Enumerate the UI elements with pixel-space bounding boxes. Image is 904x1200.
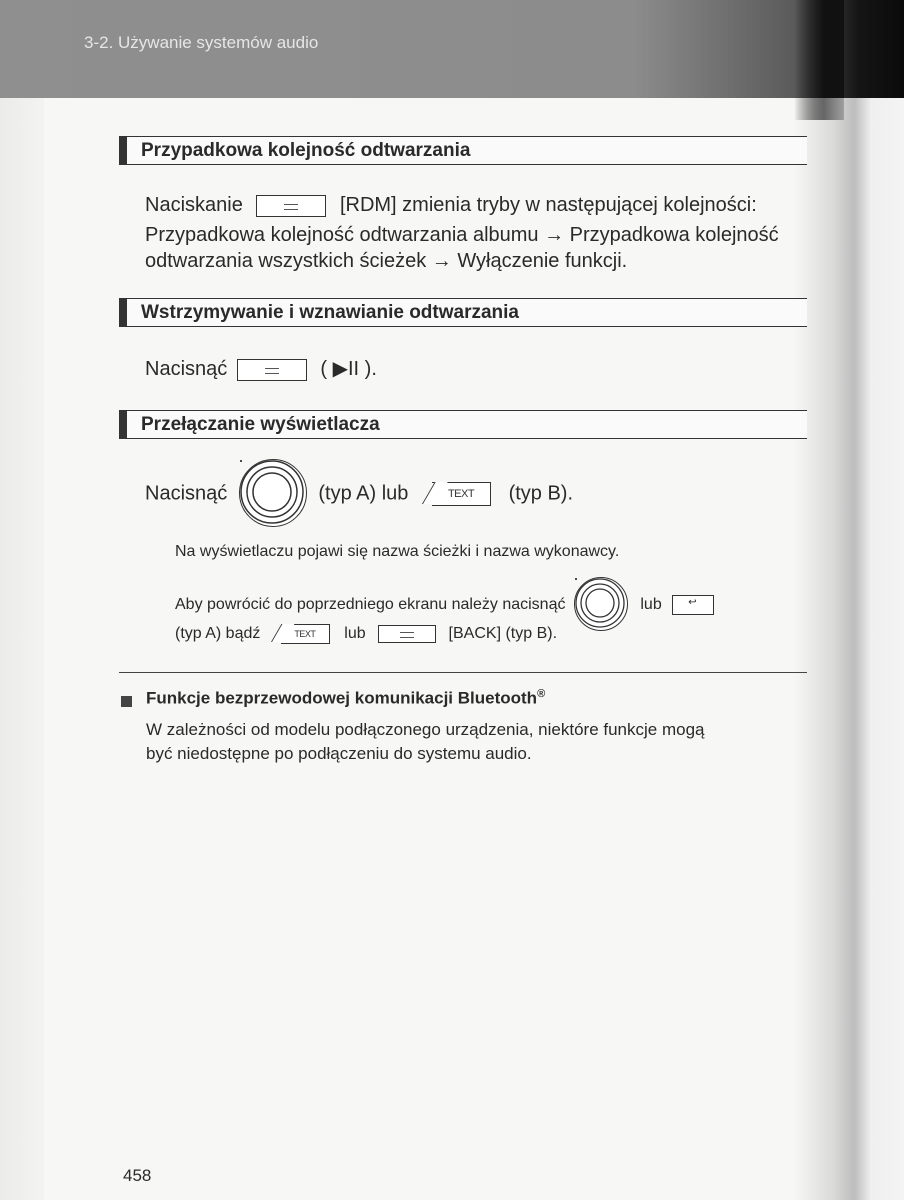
random-order-line-1: Przypadkowa kolejność odtwarzania albumu → Przypadkowa kolejność — [145, 224, 779, 246]
section-heading-pause — [119, 298, 807, 327]
text-prefix: Aby powrócić do poprzedniego ekranu należy nacisnąć — [175, 596, 566, 614]
tune-knob-icon — [239, 459, 307, 527]
random-instruction-line — [145, 194, 757, 217]
back-button-icon: ↩ — [672, 595, 714, 615]
heading-bar — [119, 299, 127, 326]
play-pause-button-icon — [237, 359, 307, 381]
registered-mark: ® — [537, 688, 546, 700]
note-body-line-1: W zależności od modelu podłączonego urządzenia, niektóre funkcje mogą — [146, 720, 705, 739]
heading-bar — [119, 411, 127, 438]
note-title — [146, 688, 545, 709]
random-order-line-2: odtwarzania wszystkich ścieżek → Wyłączenie funkcji. — [145, 250, 628, 272]
text-button-small-icon — [281, 624, 330, 644]
text-prefix: (typ A) bądź — [175, 625, 261, 643]
text-prefix: Naciskanie — [145, 194, 243, 216]
section-title: Przełączanie wyświetlacza — [141, 414, 380, 435]
left-margin — [0, 98, 44, 1200]
page-number: 458 — [123, 1166, 152, 1185]
page-gutter-shadow — [794, 98, 904, 1200]
text-prefix: Nacisnąć — [145, 358, 228, 380]
section-heading-display — [119, 410, 807, 439]
section-title: Wstrzymywanie i wznawianie odtwarzania — [141, 302, 519, 323]
text-suffix: (typ B). — [508, 482, 574, 505]
text-suffix: [RDM] zmienia tryby w następującej kolejności: — [339, 194, 757, 216]
text-suffix: ( ▶II ). — [320, 358, 377, 380]
text-mid: lub — [640, 596, 662, 614]
text-prefix: Nacisnąć — [145, 482, 228, 505]
text-key-label: TEXT — [294, 629, 316, 639]
chapter-title: 3-2. Używanie systemów audio — [84, 33, 319, 52]
text-key-label: TEXT — [447, 488, 475, 500]
display-note-line: Na wyświetlaczu pojawi się nazwa ścieżki i nazwa wykonawcy. — [175, 543, 620, 560]
section-heading-random — [119, 136, 807, 165]
text-button-icon — [432, 482, 491, 506]
heading-bar — [119, 137, 127, 164]
tune-knob-small-icon — [574, 577, 628, 631]
chapter-header-band — [0, 0, 904, 98]
note-square-icon — [121, 696, 132, 707]
back-instruction-line-1 — [175, 595, 714, 615]
note-title-text: Funkcje bezprzewodowej komunikacji Bluetooth — [146, 688, 538, 708]
text-suffix: [BACK] (typ B). — [448, 625, 558, 643]
rdm-button-icon — [256, 195, 326, 217]
text-mid: lub — [344, 625, 366, 643]
text-mid: (typ A) lub — [318, 482, 409, 505]
display-instruction-line — [145, 482, 573, 506]
note-body-line-2: być niedostępne po podłączeniu do systemu audio. — [146, 744, 532, 763]
back-instruction-line-2 — [175, 624, 557, 644]
section-divider — [119, 672, 807, 673]
pause-instruction-line — [145, 356, 377, 381]
back-key-icon — [378, 625, 436, 643]
section-title: Przypadkowa kolejność odtwarzania — [141, 140, 471, 161]
